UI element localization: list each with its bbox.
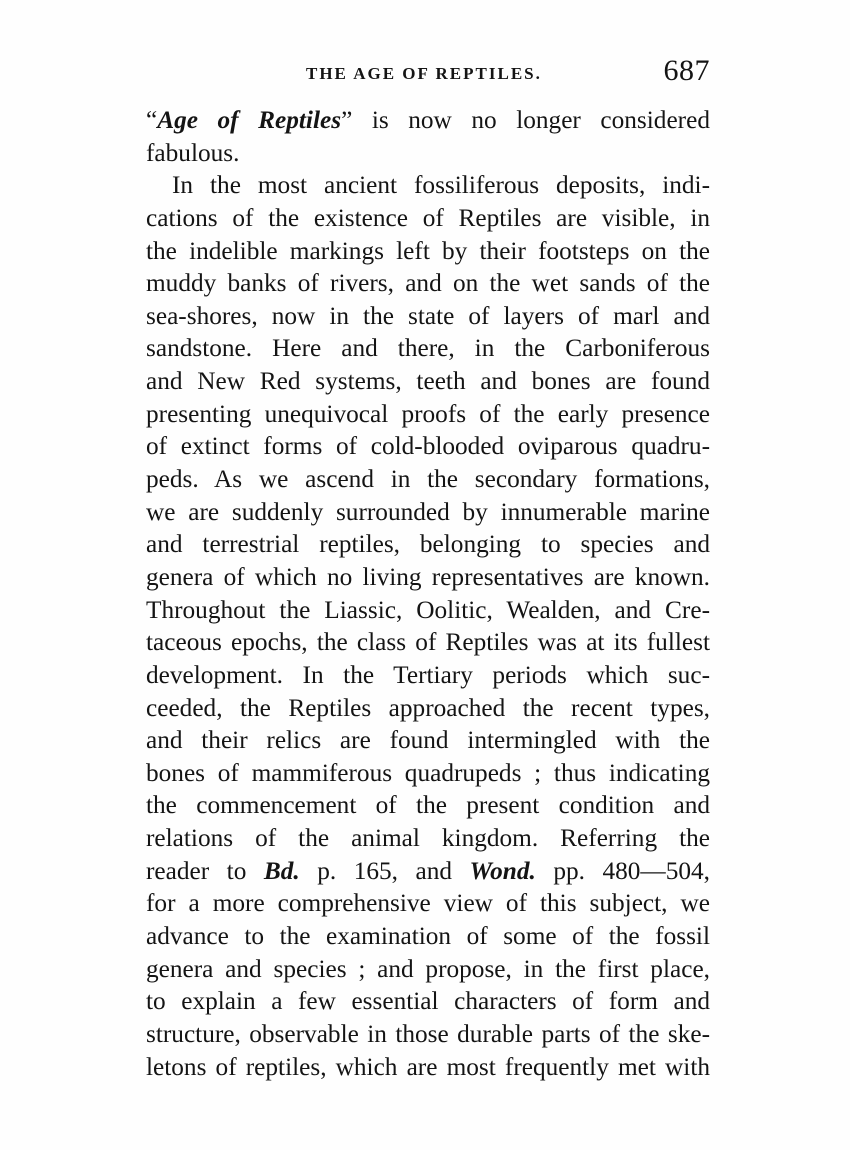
running-head: THE AGE OF REPTILES. [306,64,542,83]
page-header [146,54,710,94]
text-line: genera and species ; and propose, in the first place, [146,954,710,983]
text-line: bones of mammiferous quadrupeds ; thus indicating [146,758,710,787]
body-text [146,104,710,1083]
text-line: reader to Bd. p. 165, and Wond. pp. 480—504, [146,856,710,885]
text-line: development. In the Tertiary periods which suc- [146,660,710,689]
text-line: fabulous. [146,138,240,167]
text-line: we are suddenly surrounded by innumerable marine [146,497,710,526]
italic-reference: Wond. [469,856,536,885]
text-line: letons of reptiles, which are most frequently met with [146,1052,710,1081]
text-line: presenting unequivocal proofs of the early presence [146,399,710,428]
text-line: the indelible markings left by their footsteps on the [146,236,710,265]
page-number: 687 [663,54,710,87]
text-line: relations of the animal kingdom. Referring the [146,824,710,853]
italic-title: Age of Reptiles [157,106,342,134]
paragraph-first-line: In the most ancient fossiliferous deposits, indi- [172,171,710,200]
text-line: for a more comprehensive view of this subject, we [146,889,710,918]
text-line: to explain a few essential characters of form and [146,987,710,1016]
text-line: and New Red systems, teeth and bones are found [146,367,710,396]
text-line: sea-shores, now in the state of layers of marl and [146,301,710,330]
text-line: “Age of Reptiles” is now no longer considered [146,106,710,134]
text-line: and their relics are found intermingled with the [146,726,710,755]
text-line: genera of which no living representatives are known. [146,562,710,591]
text-line: Throughout the Liassic, Oolitic, Wealden, and Cre- [146,595,710,624]
text-line: of extinct forms of cold-blooded oviparous quadru- [146,432,710,461]
text-line: the commencement of the present condition and [146,791,710,820]
text-line: taceous epochs, the class of Reptiles was at its fullest [146,628,710,657]
text-line: muddy banks of rivers, and on the wet sands of the [146,269,710,298]
text-line: ceeded, the Reptiles approached the recent types, [146,693,710,722]
text-line: advance to the examination of some of the fossil [146,922,710,951]
italic-reference: Bd. [263,856,300,885]
text-line: cations of the existence of Reptiles are visible, in [146,203,710,232]
text-line: and terrestrial reptiles, belonging to species and [146,530,710,559]
text-line: peds. As we ascend in the secondary formations, [146,465,710,494]
text-line: sandstone. Here and there, in the Carboniferous [146,334,710,363]
text-line: structure, observable in those durable parts of the ske- [146,1019,710,1048]
